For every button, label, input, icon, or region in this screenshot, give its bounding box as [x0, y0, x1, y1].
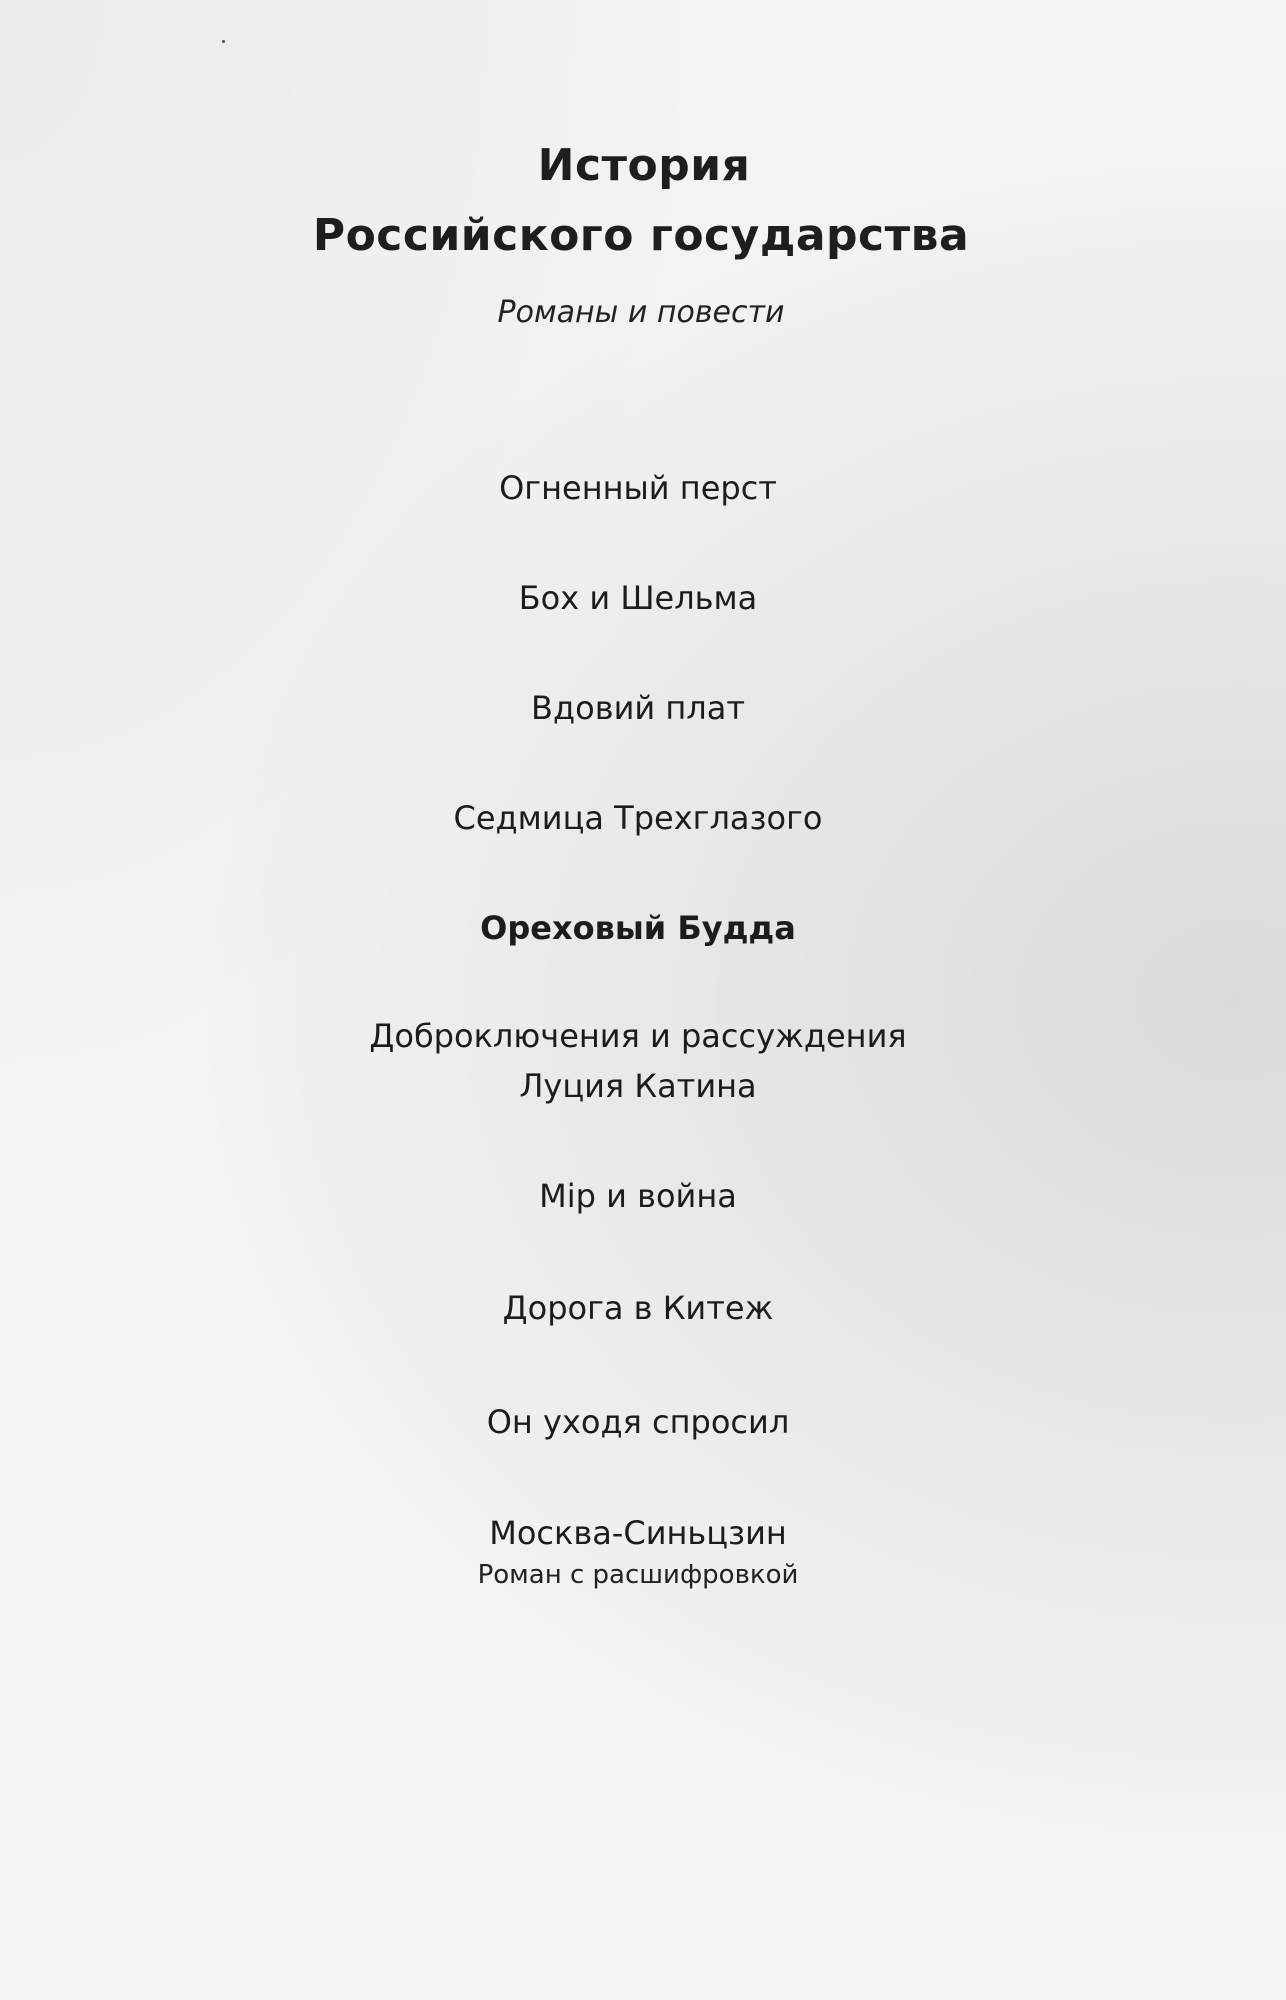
contents-item-title: Седмица Трехглазого	[453, 799, 823, 837]
contents-item-title: Мiр и война	[539, 1177, 737, 1215]
contents-item-highlighted	[0, 903, 1276, 953]
contents-item-title: Ореховый Будда	[480, 909, 796, 947]
series-title-line-2: Российского государства	[312, 210, 970, 261]
series-subtitle: Романы и повести	[497, 295, 785, 330]
contents-item-title: Доброключения и рассуждения	[369, 1017, 907, 1055]
contents-item	[0, 1171, 1276, 1221]
scan-speck	[222, 40, 225, 43]
contents-item-title-continued: Луция Катина	[519, 1067, 757, 1105]
contents-item	[0, 1011, 1276, 1111]
contents-item	[0, 793, 1276, 843]
contents-item-title: Дорога в Китеж	[502, 1289, 774, 1327]
contents-item-title: Бох и Шельма	[518, 579, 758, 617]
contents-item	[0, 683, 1276, 733]
contents-item-title: Вдовий плат	[531, 689, 745, 727]
contents-item	[0, 1283, 1276, 1333]
contents-item-title: Огненный перст	[499, 469, 777, 507]
series-title-line-1: История	[537, 140, 751, 191]
contents-item	[0, 1397, 1276, 1447]
contents-item	[0, 573, 1276, 623]
contents-item	[0, 1508, 1276, 1592]
contents-item-note: Роман с расшифровкой	[477, 1560, 799, 1590]
contents-item-title: Москва-Синьцзин	[489, 1514, 787, 1552]
contents-item-title: Он уходя спросил	[486, 1403, 790, 1441]
contents-item	[0, 463, 1276, 513]
